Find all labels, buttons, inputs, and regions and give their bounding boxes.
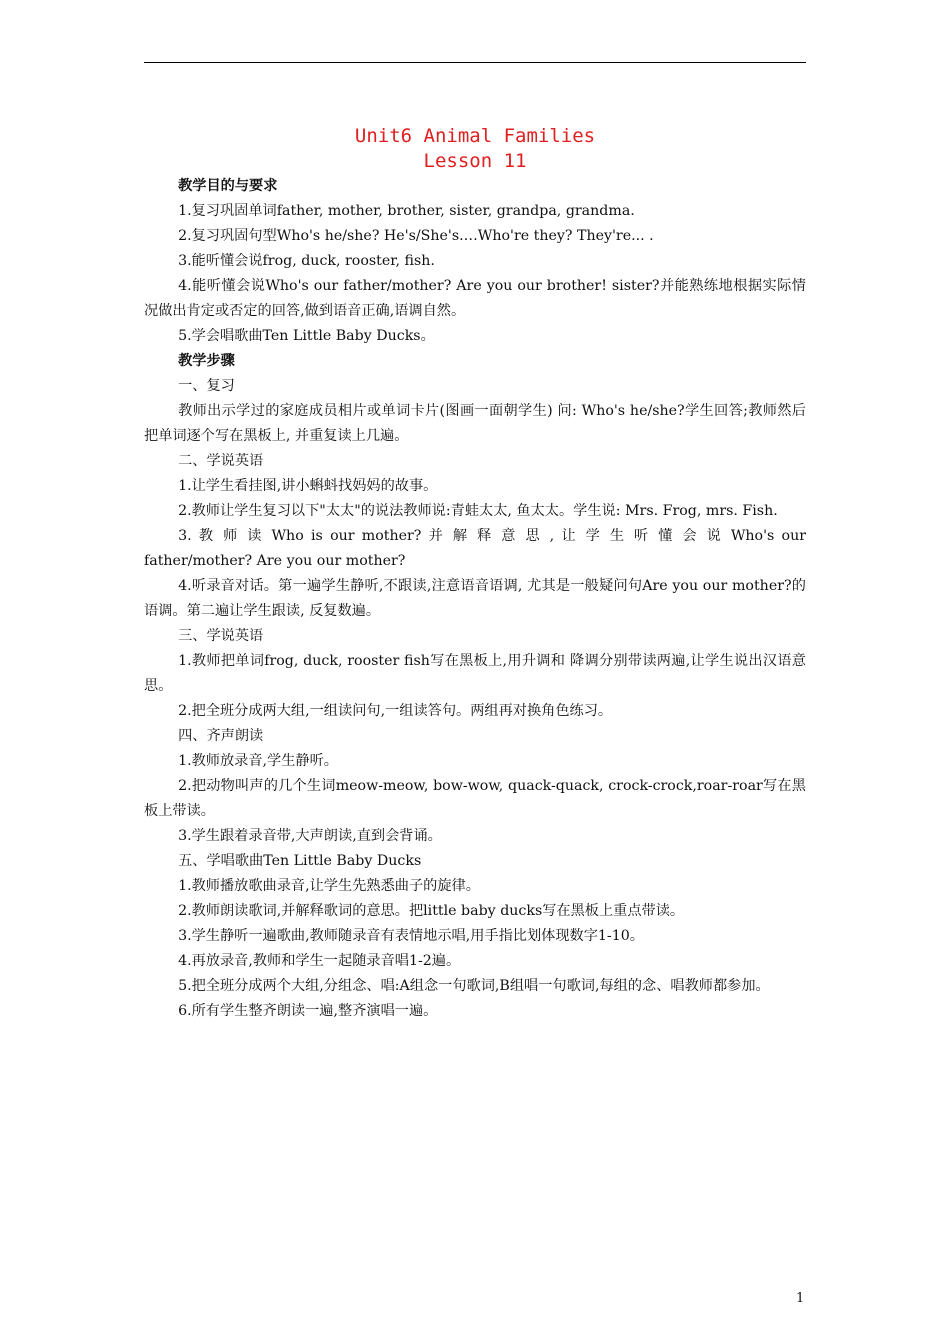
page-number: 1 bbox=[796, 1291, 805, 1306]
body-paragraph: 5.学会唱歌曲Ten Little Baby Ducks。 bbox=[178, 328, 435, 344]
title-line-lesson: Lesson 11 bbox=[423, 150, 527, 172]
body-paragraph: 4.听录音对话。第一遍学生静听,不跟读,注意语音语调, 尤其是一般疑问句Are you our mother?的语调。第二遍让学生跟读, 反复数遍。 bbox=[144, 578, 806, 619]
body-paragraph: 1.教师放录音,学生静听。 bbox=[178, 753, 338, 769]
body-paragraph: 3. 教 师 读 Who is our mother? 并 解 释 意 思 , 让 学 生 听 懂 会 说 Who's our father/mother? Are you our mother? bbox=[144, 528, 806, 569]
body-paragraph: 3.学生静听一遍歌曲,教师随录音有表情地示唱,用手指比划体现数字1-10。 bbox=[178, 928, 644, 944]
body-paragraph: 2.把全班分成两大组,一组读问句,一组读答句。两组再对换角色练习。 bbox=[178, 703, 613, 719]
body-paragraph: 2.教师朗读歌词,并解释歌词的意思。把little baby ducks写在黑板上重点带读。 bbox=[178, 903, 685, 919]
body-paragraph: 教师出示学过的家庭成员相片或单词卡片(图画一面朝学生) 问: Who's he/she?学生回答;教师然后把单词逐个写在黑板上, 并重复读上几遍。 bbox=[144, 403, 806, 444]
body-paragraph: 1.让学生看挂图,讲小蝌蚪找妈妈的故事。 bbox=[178, 478, 438, 494]
body-paragraph: 五、学唱歌曲Ten Little Baby Ducks bbox=[178, 853, 422, 869]
document-body bbox=[144, 174, 806, 1024]
body-paragraph: 3.能听懂会说frog, duck, rooster, fish. bbox=[178, 253, 435, 269]
body-paragraph: 3.学生跟着录音带,大声朗读,直到会背诵。 bbox=[178, 828, 442, 844]
body-paragraph: 2.把动物叫声的几个生词meow-meow, bow-wow, quack-quack, crock-crock,roar-roar写在黑板上带读。 bbox=[144, 778, 806, 819]
header-rule bbox=[144, 62, 806, 63]
body-paragraph: 1.教师播放歌曲录音,让学生先熟悉曲子的旋律。 bbox=[178, 878, 480, 894]
document-title bbox=[144, 124, 806, 174]
body-paragraph: 4.能听懂会说Who's our father/mother? Are you our brother! sister?并能熟练地根据实际情况做出肯定或否定的回答,做到语音正确,语调自然。 bbox=[144, 278, 806, 319]
body-paragraph: 5.把全班分成两个大组,分组念、唱:A组念一句歌词,B组唱一句歌词,每组的念、唱教师都参加。 bbox=[178, 978, 770, 994]
body-paragraph: 二、学说英语 bbox=[178, 453, 264, 469]
section-heading: 教学目的与要求 bbox=[178, 178, 278, 194]
body-paragraph: 4.再放录音,教师和学生一起随录音唱1-2遍。 bbox=[178, 953, 461, 969]
body-paragraph: 四、齐声朗读 bbox=[178, 728, 264, 744]
body-paragraph: 三、学说英语 bbox=[178, 628, 264, 644]
body-paragraph: 一、复习 bbox=[178, 378, 235, 394]
title-line-unit: Unit6 Animal Families bbox=[354, 125, 596, 147]
body-paragraph: 1.复习巩固单词father, mother, brother, sister, grandpa, grandma. bbox=[178, 203, 635, 219]
body-paragraph: 1.教师把单词frog, duck, rooster fish写在黑板上,用升调和 降调分别带读两遍,让学生说出汉语意思。 bbox=[144, 653, 806, 694]
section-heading: 教学步骤 bbox=[178, 353, 235, 369]
body-paragraph: 2.复习巩固句型Who's he/she? He's/She's.…Who're they? They're... . bbox=[178, 228, 654, 244]
body-paragraph: 6.所有学生整齐朗读一遍,整齐演唱一遍。 bbox=[178, 1003, 438, 1019]
body-paragraph: 2.教师让学生复习以下"太太"的说法教师说:青蛙太太, 鱼太太。学生说: Mrs. Frog, mrs. Fish. bbox=[178, 503, 778, 519]
